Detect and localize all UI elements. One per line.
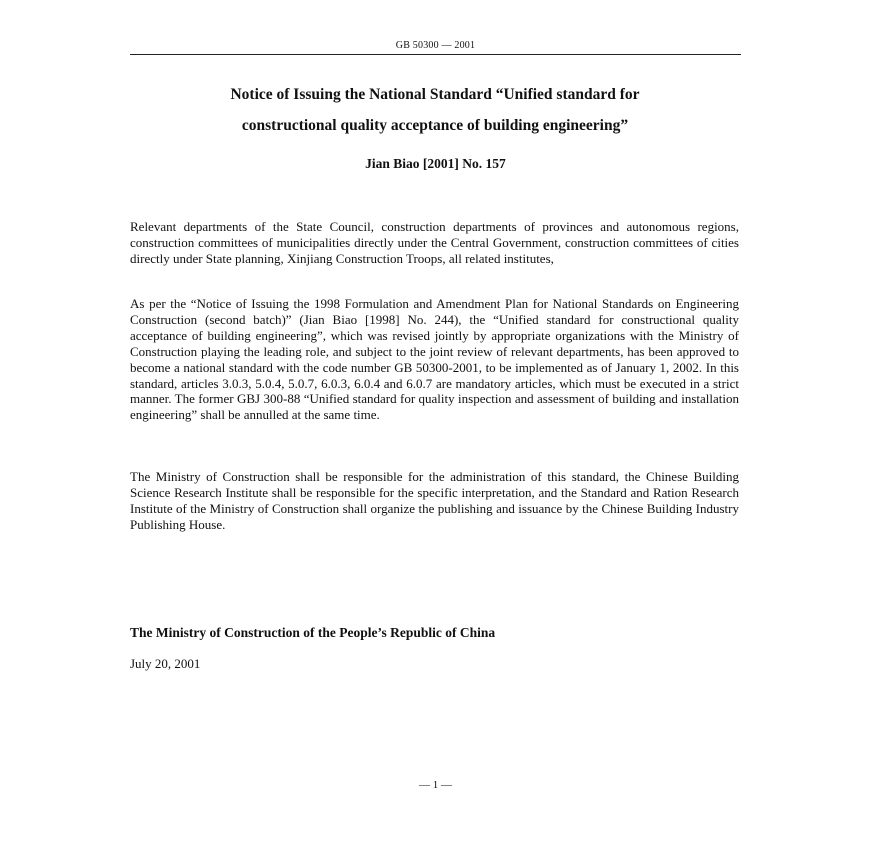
running-header-code: GB 50300 — 2001 [395,40,476,51]
page-number: — 1 — [419,779,452,791]
notice-title-line-1: Notice of Issuing the National Standard “Unified standard for [230,86,640,103]
approval-paragraph: As per the “Notice of Issuing the 1998 Formulation and Amendment Plan for National Standards on Engineering Construction (second batch)” (Jian Biao [1998] No. 244), the “Unified standard for constructional quality acceptance of building engineering”, which was revised jointly by appropriate organizations with the Ministry of Construction playing the leading role, and subject to the joint review of relevant departments, has been approved to become a national standard with the code number GB 50300-2001, to be implemented as of January 1, 2002. In this standard, articles 3.0.3, 5.0.4, 5.0.7, 6.0.3, 6.0.4 and 6.0.7 are mandatory articles, which must be executed in a strict manner. The former GBJ 300-88 “Unified standard for quality inspection and assessment of building and installation engineering” shall be annulled at the same time. [130,296,739,423]
issue-date: July 20, 2001 [130,656,201,671]
issuing-authority: The Ministry of Construction of the People’s Republic of China [130,625,496,640]
document-number: Jian Biao [2001] No. 157 [365,156,506,171]
addressee-paragraph: Relevant departments of the State Council, construction departments of provinces and autonomous regions, construction committees of municipalities directly under the Central Government, construction committees of cities directly under State planning, Xinjiang Construction Troops, all related institutes, [130,219,739,266]
administration-paragraph: The Ministry of Construction shall be responsible for the administration of this standard, the Chinese Building Science Research Institute shall be responsible for the specific interpretation, and the Standard and Ration Research Institute of the Ministry of Construction shall organize the publishing and issuance by the Chinese Building Industry Publishing House. [130,469,739,532]
notice-title-line-2: constructional quality acceptance of building engineering” [241,117,629,134]
header-divider [130,54,741,55]
